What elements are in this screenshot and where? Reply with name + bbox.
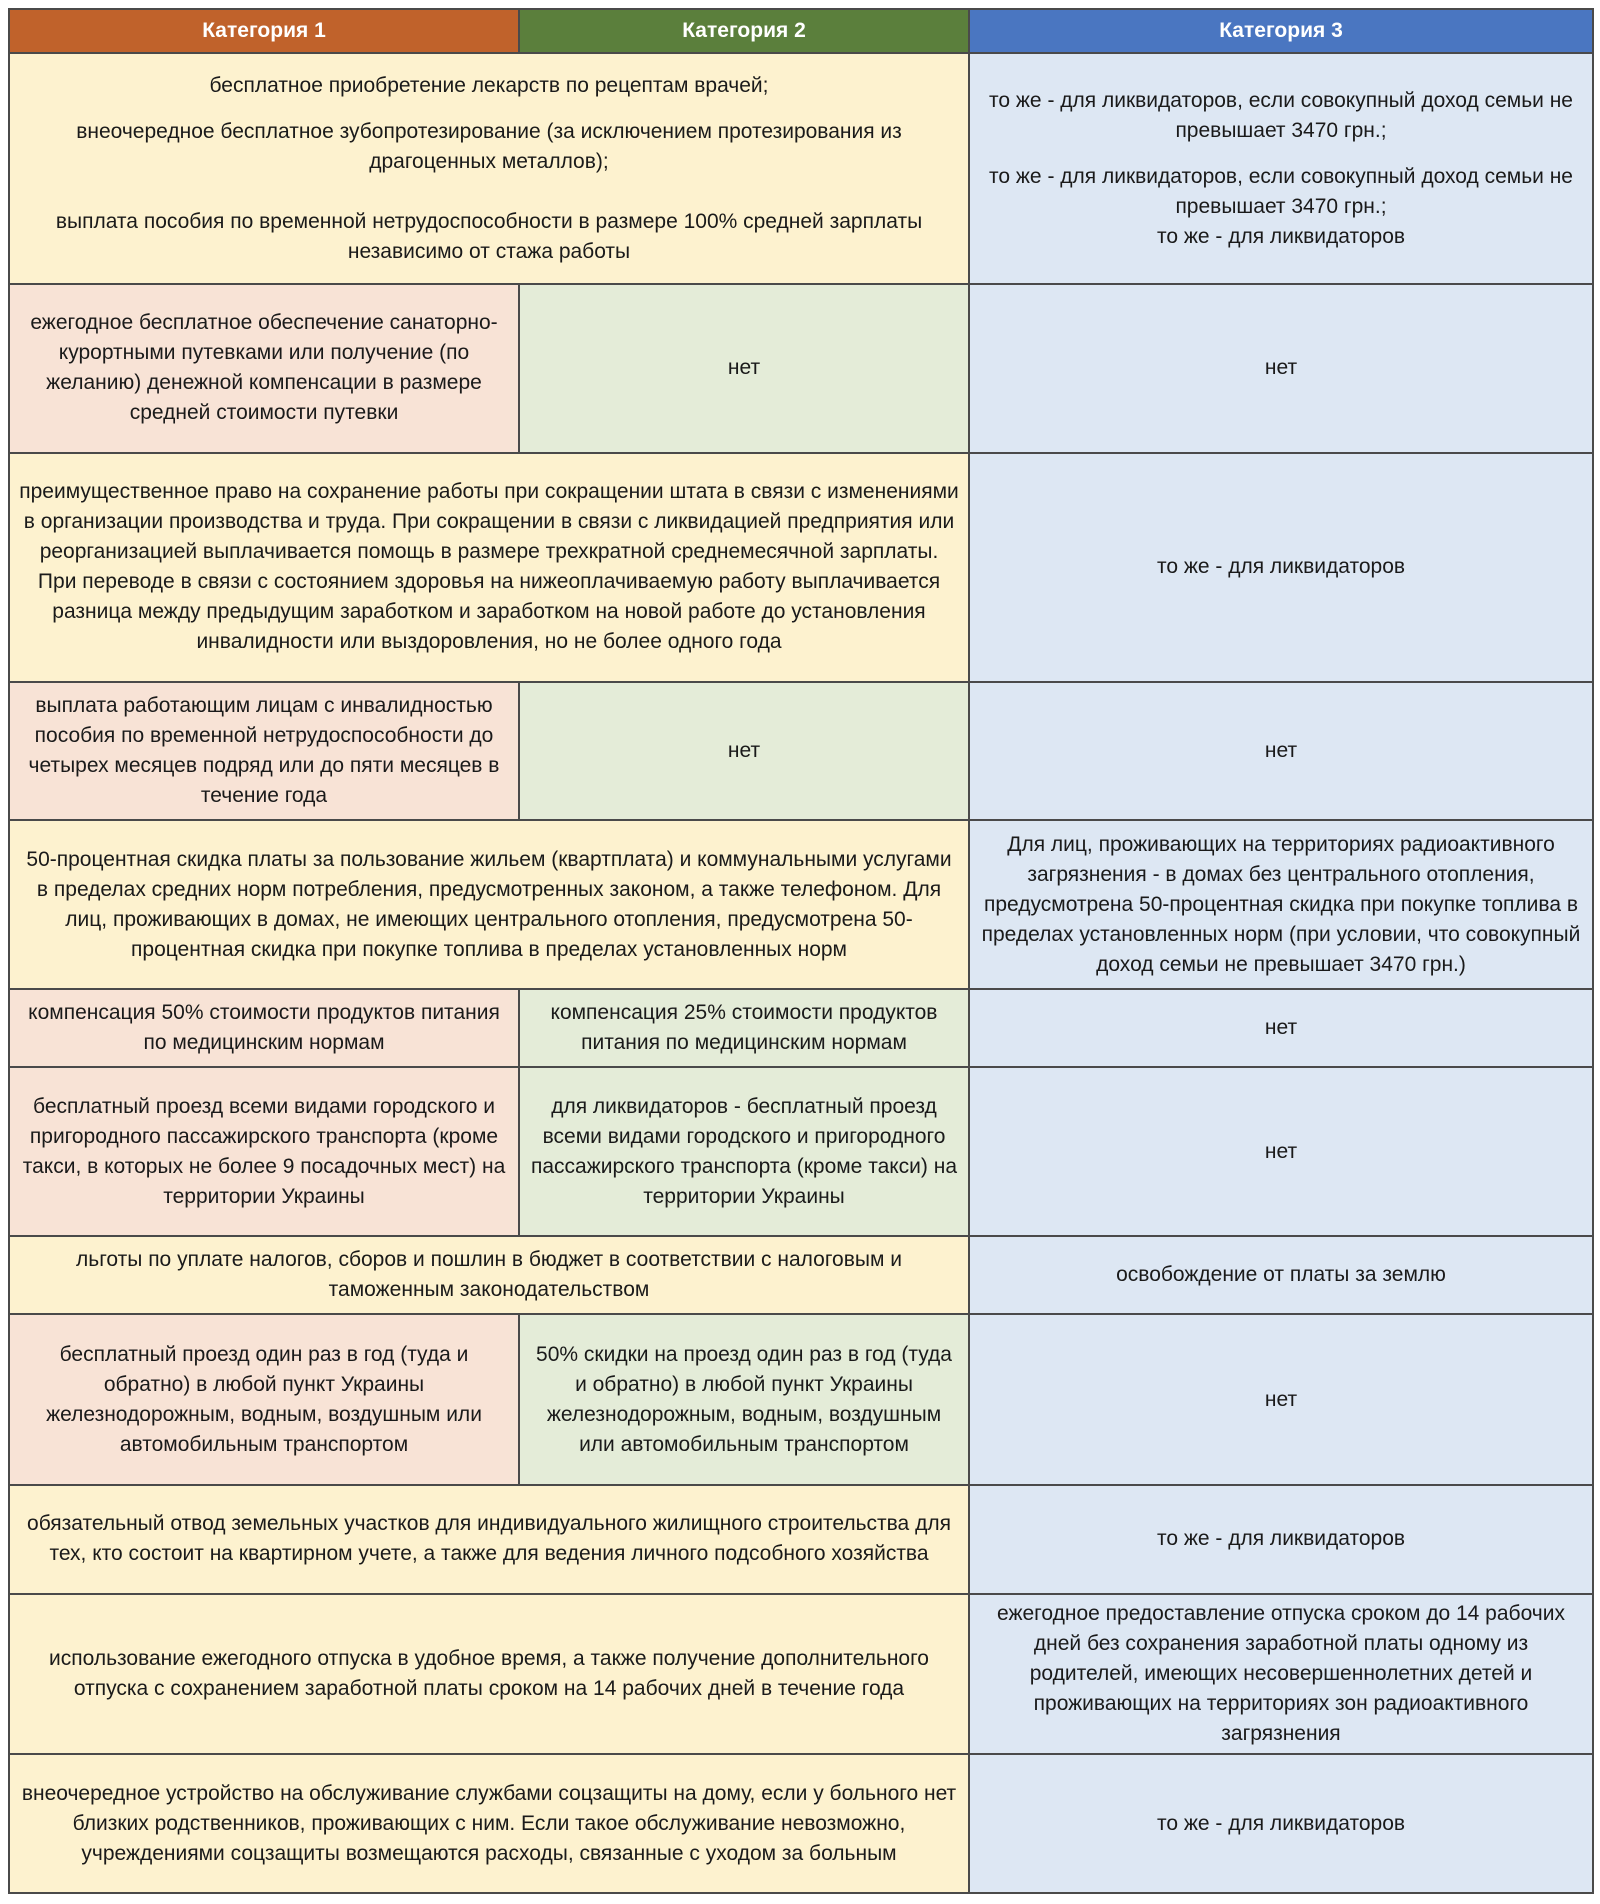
cell-category-2: компенсация 25% стоимости продуктов питания по медицинским нормам [519, 989, 969, 1067]
cell-category-3: нет [969, 989, 1593, 1067]
table-row [9, 1594, 1593, 1755]
table-row [9, 53, 1593, 284]
cell-category-1-2: использование ежегодного отпуска в удобное время, а также получение дополнительного отпуска с сохранением заработной платы сроком на 14 рабочих дней в течение года [9, 1594, 969, 1755]
cell-text: то же - для ликвидаторов [1156, 224, 1406, 248]
table-row [9, 1485, 1593, 1593]
cell-category-1-2: обязательный отвод земельных участков для индивидуального жилищного строительства для тех, кто состоит на квартирном учете, а также для ведения личного подсобного хозяйства [9, 1485, 969, 1593]
table-row [9, 820, 1593, 989]
cell-text: то же - для ликвидаторов, если совокупный доход семьи не превышает 3470 грн.; [988, 164, 1573, 218]
header-category-2: Категория 2 [519, 9, 969, 53]
cell-category-1-2: преимущественное право на сохранение работы при сокращении штата в связи с изменениями в организации производства и труда. При сокращении в связи с ликвидацией предприятия или реорганизацией выплачивается помощь в размере трехкратной среднемесячной зарплаты. При переводе в связи с состоянием здоровья на нижеоплачиваемую работу выплачивается разница между предыдущим заработком и заработком на новой работе до установления инвалидности или выздоровления, но не более одного года [9, 453, 969, 682]
cell-category-1-2: льготы по уплате налогов, сборов и пошлин в бюджет в соответствии с налоговым и таможенным законодательством [9, 1236, 969, 1314]
table-row [9, 1314, 1593, 1485]
cell-category-1-2: внеочередное устройство на обслуживание службами соцзащиты на дому, если у больного нет близких родственников, проживающих с ним. Если такое обслуживание невозможно, учреждениями соцзащиты возмещаются расходы, связанные с уходом за больным [9, 1754, 969, 1893]
benefits-table [8, 8, 1594, 1894]
cell-category-3: то же - для ликвидаторов [969, 453, 1593, 682]
cell-category-1-2: 50-процентная скидка платы за пользование жильем (квартплата) и коммунальными услугами в пределах средних норм потребления, предусмотренных законом, а также телефоном. Для лиц, проживающих в домах, не имеющих центрального отопления, предусмотрена 50-процентная скидка при покупке топлива в пределах установленных норм [9, 820, 969, 989]
cell-category-1: ежегодное бесплатное обеспечение санаторно-курортными путевками или получение (по желанию) денежной компенсации в размере средней стоимости путевки [9, 284, 519, 453]
table-row [9, 1236, 1593, 1314]
cell-text: внеочередное бесплатное зубопротезирование (за исключением протезирования из драгоценных металлов); [76, 119, 902, 173]
table-row [9, 682, 1593, 821]
cell-category-3: то же - для ликвидаторов [969, 1754, 1593, 1893]
cell-category-1: выплата работающим лицам с инвалидностью пособия по временной нетрудоспособности до четырех месяцев подряд или до пяти месяцев в течение года [9, 682, 519, 821]
table-row [9, 284, 1593, 453]
cell-category-1: компенсация 50% стоимости продуктов питания по медицинским нормам [9, 989, 519, 1067]
header-row [9, 9, 1593, 53]
cell-text: то же - для ликвидаторов, если совокупный доход семьи не превышает 3470 грн.; [988, 88, 1573, 142]
cell-category-3: ежегодное предоставление отпуска сроком до 14 рабочих дней без сохранения заработной платы одному из родителей, имеющих несовершеннолетних детей и проживающих на территориях зон радиоактивного загрязнения [969, 1594, 1593, 1755]
cell-text: выплата пособия по временной нетрудоспособности в размере 100% средней зарплаты независимо от стажа работы [55, 209, 923, 263]
header-category-3: Категория 3 [969, 9, 1593, 53]
cell-category-2: нет [519, 682, 969, 821]
cell-category-2: нет [519, 284, 969, 453]
table-row [9, 1754, 1593, 1893]
cell-category-3: нет [969, 284, 1593, 453]
cell-category-3: нет [969, 1314, 1593, 1485]
table-row [9, 453, 1593, 682]
table-row [9, 989, 1593, 1067]
cell-category-3: то же - для ликвидаторов [969, 1485, 1593, 1593]
cell-category-3: нет [969, 682, 1593, 821]
cell-category-3: Для лиц, проживающих на территориях радиоактивного загрязнения - в домах без центрального отопления, предусмотрена 50-процентная скидка при покупке топлива в пределах установленных норм (при условии, что совокупный доход семьи не превышает 3470 грн.) [969, 820, 1593, 989]
cell-category-1: бесплатный проезд один раз в год (туда и обратно) в любой пункт Украины железнодорожным, водным, воздушным или автомобильным транспортом [9, 1314, 519, 1485]
cell-category-2: для ликвидаторов - бесплатный проезд всеми видами городского и пригородного пассажирского транспорта (кроме такси) на территории Украины [519, 1067, 969, 1236]
cell-category-3: нет [969, 1067, 1593, 1236]
cell-category-3: освобождение от платы за землю [969, 1236, 1593, 1314]
cell-category-2: 50% скидки на проезд один раз в год (туда и обратно) в любой пункт Украины железнодорожным, водным, воздушным или автомобильным транспортом [519, 1314, 969, 1485]
cell-category-1: бесплатный проезд всеми видами городского и пригородного пассажирского транспорта (кроме такси, в которых не более 9 посадочных мест) на территории Украины [9, 1067, 519, 1236]
table-row [9, 1067, 1593, 1236]
header-category-1: Категория 1 [9, 9, 519, 53]
cell-text: бесплатное приобретение лекарств по рецептам врачей; [209, 73, 769, 97]
cell-category-1-2 [9, 53, 969, 284]
cell-category-3 [969, 53, 1593, 284]
